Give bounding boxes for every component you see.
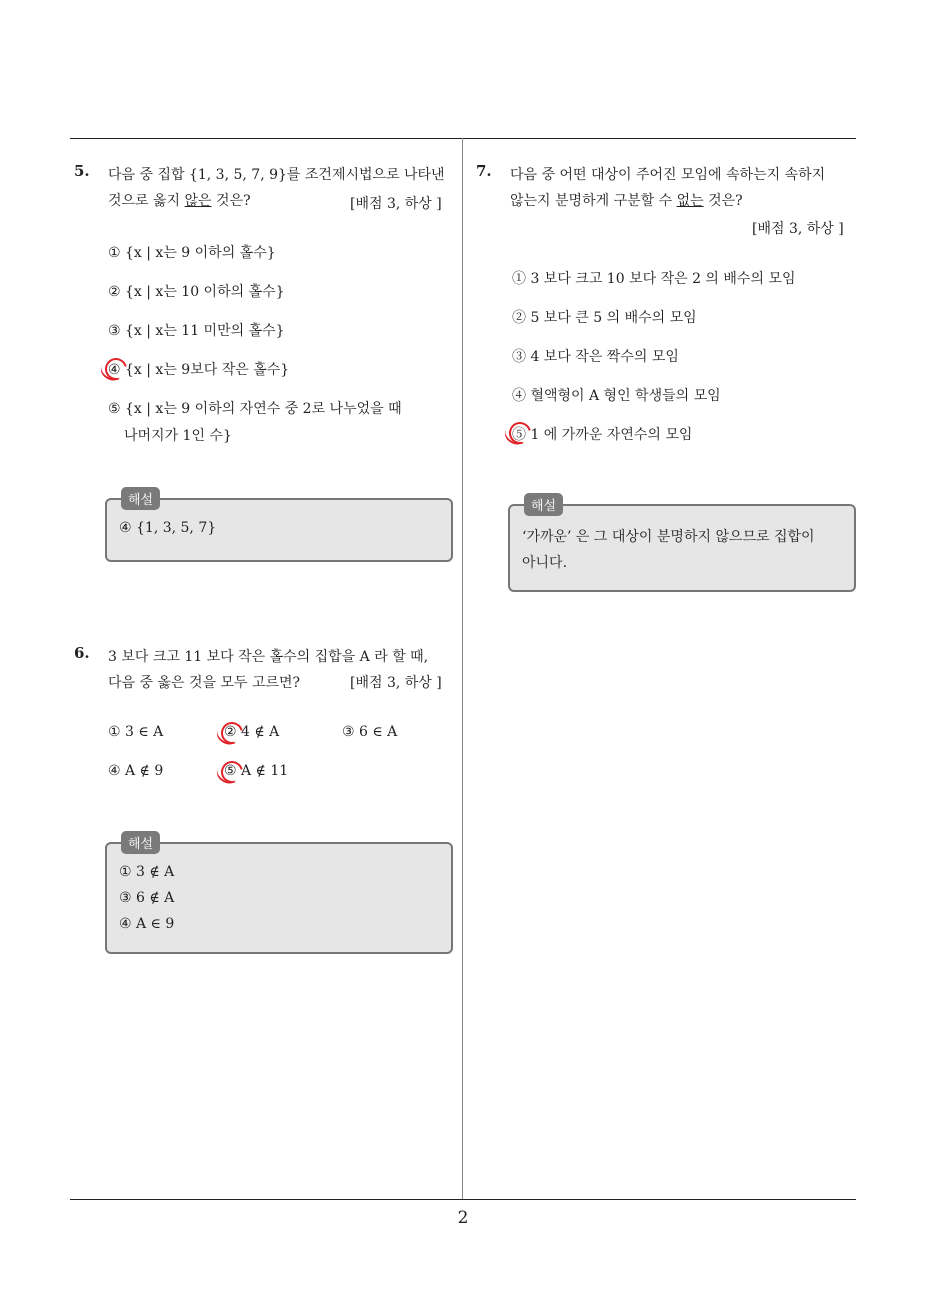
solution-line: ④ {1, 3, 5, 7} (119, 520, 217, 536)
question-meta: [배점 3, 하상 ] (752, 221, 844, 237)
question-7 (476, 162, 860, 602)
solution-line: ④ A ∈ 9 (119, 916, 175, 932)
solution-box (508, 499, 856, 592)
question-line-2: 것으로 옳지 않은 것은? (108, 193, 251, 209)
solution-line: ① 3 ∉ A (119, 864, 175, 880)
question-text (510, 162, 825, 214)
header-rule (70, 138, 856, 139)
solution-tag: 해설 (121, 831, 160, 854)
question-number: 5. (74, 162, 90, 180)
question-number: 7. (476, 162, 492, 180)
choice-5-continuation: 나머지가 1인 수} (124, 428, 232, 444)
choice-3[interactable]: ③ 4 보다 작은 짝수의 모임 (512, 349, 679, 365)
choice-4[interactable]: ④ {x | x는 9보다 작은 홀수} (108, 362, 290, 378)
question-5 (74, 162, 459, 582)
page-number: 2 (457, 1208, 469, 1228)
question-meta: [배점 3, 하상 ] (350, 675, 442, 691)
solution-tag: 해설 (524, 493, 563, 516)
choice-2[interactable]: ② 4 ∉ A (224, 724, 280, 740)
solution-box (105, 493, 453, 562)
choice-2[interactable]: ② {x | x는 10 이하의 홀수} (108, 284, 285, 300)
choice-3[interactable]: ③ 6 ∈ A (342, 724, 398, 740)
choice-5[interactable]: ⑤ 1 에 가까운 자연수의 모임 (512, 427, 693, 443)
question-number: 6. (74, 644, 90, 662)
question-meta: [배점 3, 하상 ] (350, 196, 442, 212)
choice-5[interactable]: ⑤ A ∉ 11 (224, 763, 289, 779)
question-line-2: 다음 중 옳은 것을 모두 고르면? (108, 675, 301, 691)
question-line-1: 다음 중 어떤 대상이 주어진 모임에 속하는지 속하지 (510, 167, 826, 183)
choice-2[interactable]: ② 5 보다 큰 5 의 배수의 모임 (512, 310, 697, 326)
column-divider (462, 138, 463, 1200)
choice-3[interactable]: ③ {x | x는 11 미만의 홀수} (108, 323, 285, 339)
solution-line: ‘가까운’ 은 그 대상이 분명하지 않으므로 집합이 (522, 529, 815, 545)
choice-4[interactable]: ④ 혈액형이 A 형인 학생들의 모임 (512, 388, 721, 404)
question-line-1: 다음 중 집합 {1, 3, 5, 7, 9}를 조건제시법으로 나타낸 (108, 167, 445, 183)
solution-line: ③ 6 ∉ A (119, 890, 175, 906)
answer-mark-icon (217, 718, 247, 748)
choice-4[interactable]: ④ A ∉ 9 (108, 763, 164, 779)
solution-line: 아니다. (522, 555, 568, 571)
question-6 (74, 644, 459, 964)
footer-rule (70, 1199, 856, 1200)
choice-5[interactable]: ⑤ {x | x는 9 이하의 자연수 중 2로 나누었을 때 (108, 401, 402, 417)
question-line-2: 않는지 분명하게 구분할 수 없는 것은? (510, 193, 743, 209)
choice-1[interactable]: ① 3 보다 크고 10 보다 작은 2 의 배수의 모임 (512, 271, 796, 287)
solution-tag: 해설 (121, 487, 160, 510)
question-line-1: 3 보다 크고 11 보다 작은 홀수의 집합을 A 라 할 때, (108, 649, 429, 665)
answer-mark-icon (217, 757, 247, 787)
choice-1[interactable]: ① 3 ∈ A (108, 724, 164, 740)
choice-1[interactable]: ① {x | x는 9 이하의 홀수} (108, 245, 276, 261)
solution-box (105, 837, 453, 954)
